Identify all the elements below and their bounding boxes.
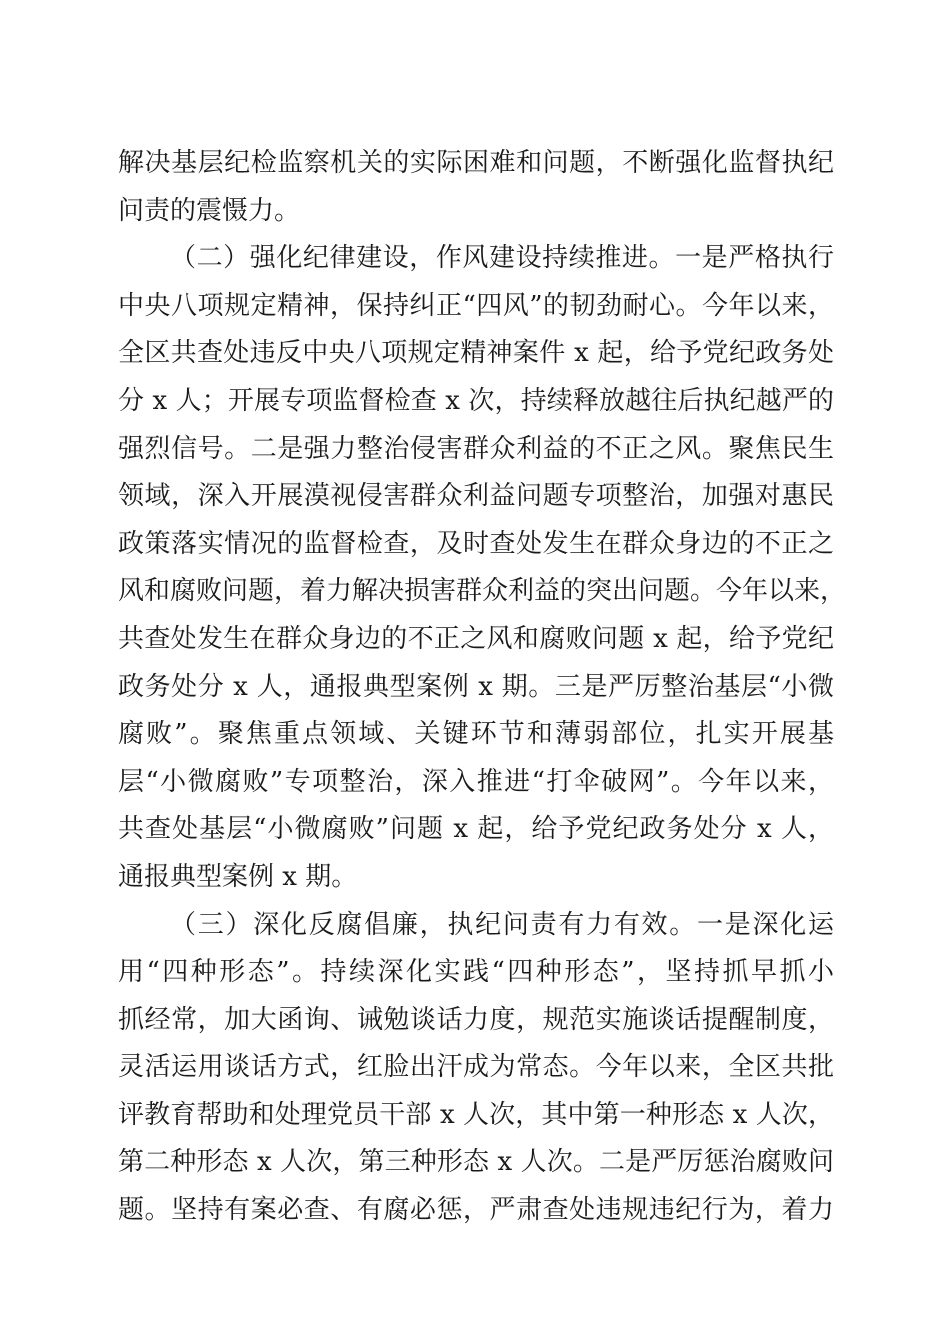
text-line: 共查处发生在群众身边的不正之风和腐败问题 x 起，给予党纪 [118, 623, 834, 654]
text-line: 共查处基层“小微腐败”问题 x 起，给予党纪政务处分 x 人， [118, 814, 834, 845]
text-line: 问责的震慑力。 [118, 195, 301, 226]
section-heading-line: （三）深化反腐倡廉，执纪问责有力有效。一是深化运 [170, 909, 834, 940]
text-line: 中央八项规定精神，保持纠正“四风”的韧劲耐心。今年以来， [118, 290, 834, 321]
text-line: 分 x 人；开展专项监督检查 x 次，持续释放越往后执纪越严的 [118, 385, 834, 416]
text-line: 抓经常，加大函询、诫勉谈话力度，规范实施谈话提醒制度， [118, 1004, 834, 1035]
text-line: 强烈信号。二是强力整治侵害群众利益的不正之风。聚焦民生 [118, 433, 834, 464]
text-line: 腐败”。聚焦重点领域、关键环节和薄弱部位，扎实开展基 [118, 719, 834, 750]
text-line: 用“四种形态”。持续深化实践“四种形态”，坚持抓早抓小 [118, 957, 834, 988]
text-line: 题。坚持有案必查、有腐必惩，严肃查处违规违纪行为，着力 [118, 1195, 834, 1226]
text-line: 解决基层纪检监察机关的实际困难和问题，不断强化监督执纪 [118, 148, 834, 178]
text-line: 第二种形态 x 人次，第三种形态 x 人次。二是严厉惩治腐败问 [118, 1147, 834, 1178]
text-line: 通报典型案例 x 期。 [118, 861, 358, 892]
text-line: 灵活运用谈话方式，红脸出汗成为常态。今年以来，全区共批 [118, 1052, 834, 1083]
document-body [118, 140, 847, 1235]
text-line: 层“小微腐败”专项整治，深入推进“打伞破网”。今年以来， [118, 766, 834, 797]
text-line: 领域，深入开展漠视侵害群众利益问题专项整治，加强对惠民 [118, 481, 834, 512]
text-line: 政策落实情况的监督检查，及时查处发生在群众身边的不正之 [118, 528, 834, 559]
text-line: 评教育帮助和处理党员干部 x 人次，其中第一种形态 x 人次， [118, 1099, 834, 1130]
text-line: 风和腐败问题，着力解决损害群众利益的突出问题。今年以来， [118, 576, 847, 607]
text-line: 全区共查处违反中央八项规定精神案件 x 起，给予党纪政务处 [118, 338, 834, 369]
section-heading-line: （二）强化纪律建设，作风建设持续推进。一是严格执行 [170, 243, 834, 274]
text-line: 政务处分 x 人，通报典型案例 x 期。三是严厉整治基层“小微 [118, 671, 834, 702]
